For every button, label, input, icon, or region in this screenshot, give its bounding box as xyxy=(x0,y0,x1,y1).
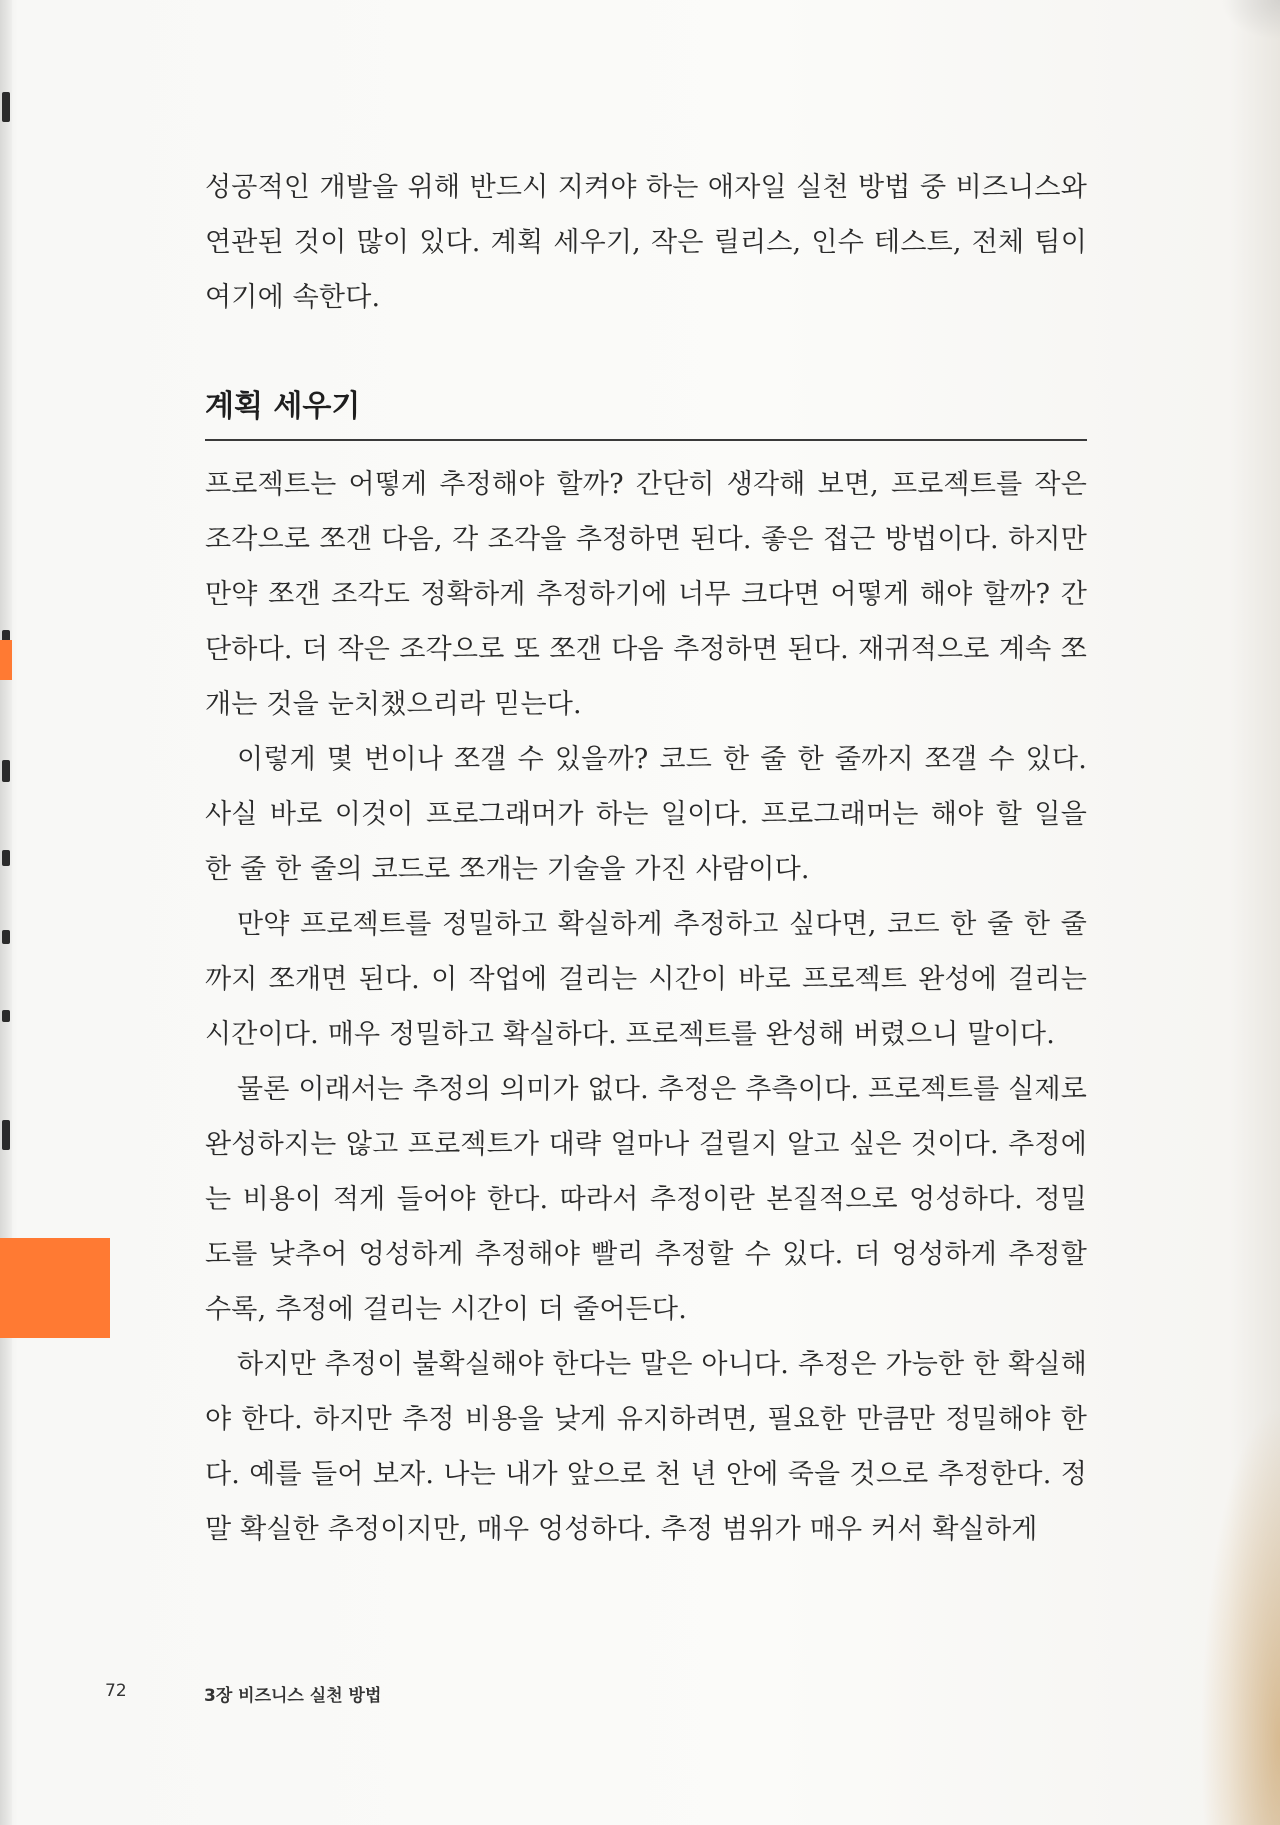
binding-mark xyxy=(2,760,10,782)
body-paragraph: 프로젝트는 어떻게 추정해야 할까? 간단히 생각해 보면, 프로젝트를 작은 조각으로 쪼갠 다음, 각 조각을 추정하면 된다. 좋은 접근 방법이다. 하지만 만약 쪼갠 조각도 정확하게 추정하기에 너무 크다면 어떻게 해야 할까? 간단하다. 더 작은 조각으로 또 쪼갠 다음 추정하면 된다. 재귀적으로 계속 쪼개는 것을 눈치챘으리라 믿는다. xyxy=(205,469,1087,720)
section-body xyxy=(205,457,1087,1557)
binding-mark xyxy=(2,92,10,122)
sticky-tab-large xyxy=(0,1238,110,1338)
page-content xyxy=(205,160,1087,1557)
page-corner-shadow xyxy=(1200,1405,1280,1825)
body-paragraph: 만약 프로젝트를 정밀하고 확실하게 추정하고 싶다면, 코드 한 줄 한 줄까지 쪼개면 된다. 이 작업에 걸리는 시간이 바로 프로젝트 완성에 걸리는 시간이다. 매우 정밀하고 확실하다. 프로젝트를 완성해 버렸으니 말이다. xyxy=(205,909,1087,1050)
section-title: 계획 세우기 xyxy=(205,381,1087,441)
page-corner-shadow xyxy=(1220,0,1280,40)
sticky-tab-small xyxy=(0,640,12,680)
intro-paragraph: 성공적인 개발을 위해 반드시 지켜야 하는 애자일 실천 방법 중 비즈니스와 연관된 것이 많이 있다. 계획 세우기, 작은 릴리스, 인수 테스트, 전체 팀이 여기에 속한다. xyxy=(205,172,1087,313)
body-paragraph: 이렇게 몇 번이나 쪼갤 수 있을까? 코드 한 줄 한 줄까지 쪼갤 수 있다. 사실 바로 이것이 프로그래머가 하는 일이다. 프로그래머는 해야 할 일을 한 줄 한 줄의 코드로 쪼개는 기술을 가진 사람이다. xyxy=(205,744,1087,885)
running-footer-chapter: 3장 비즈니스 실천 방법 xyxy=(204,1686,382,1706)
binding-mark xyxy=(2,850,10,866)
page-spine xyxy=(0,0,12,1825)
binding-mark xyxy=(2,1010,10,1022)
binding-mark xyxy=(2,1120,10,1150)
body-paragraph: 물론 이래서는 추정의 의미가 없다. 추정은 추측이다. 프로젝트를 실제로 완성하지는 않고 프로젝트가 대략 얼마나 걸릴지 알고 싶은 것이다. 추정에는 비용이 적게 들어야 한다. 따라서 추정이란 본질적으로 엉성하다. 정밀도를 낮추어 엉성하게 추정해야 빨리 추정할 수 있다. 더 엉성하게 추정할수록, 추정에 걸리는 시간이 더 줄어든다. xyxy=(205,1074,1088,1325)
body-paragraph: 하지만 추정이 불확실해야 한다는 말은 아니다. 추정은 가능한 한 확실해야 한다. 하지만 추정 비용을 낮게 유지하려면, 필요한 만큼만 정밀해야 한다. 예를 들어 보자. 나는 내가 앞으로 천 년 안에 죽을 것으로 추정한다. 정말 확실한 추정이지만, 매우 엉성하다. 추정 범위가 매우 커서 확실하게 xyxy=(205,1349,1088,1545)
page-number: 72 xyxy=(105,1681,127,1701)
binding-mark xyxy=(2,930,10,944)
